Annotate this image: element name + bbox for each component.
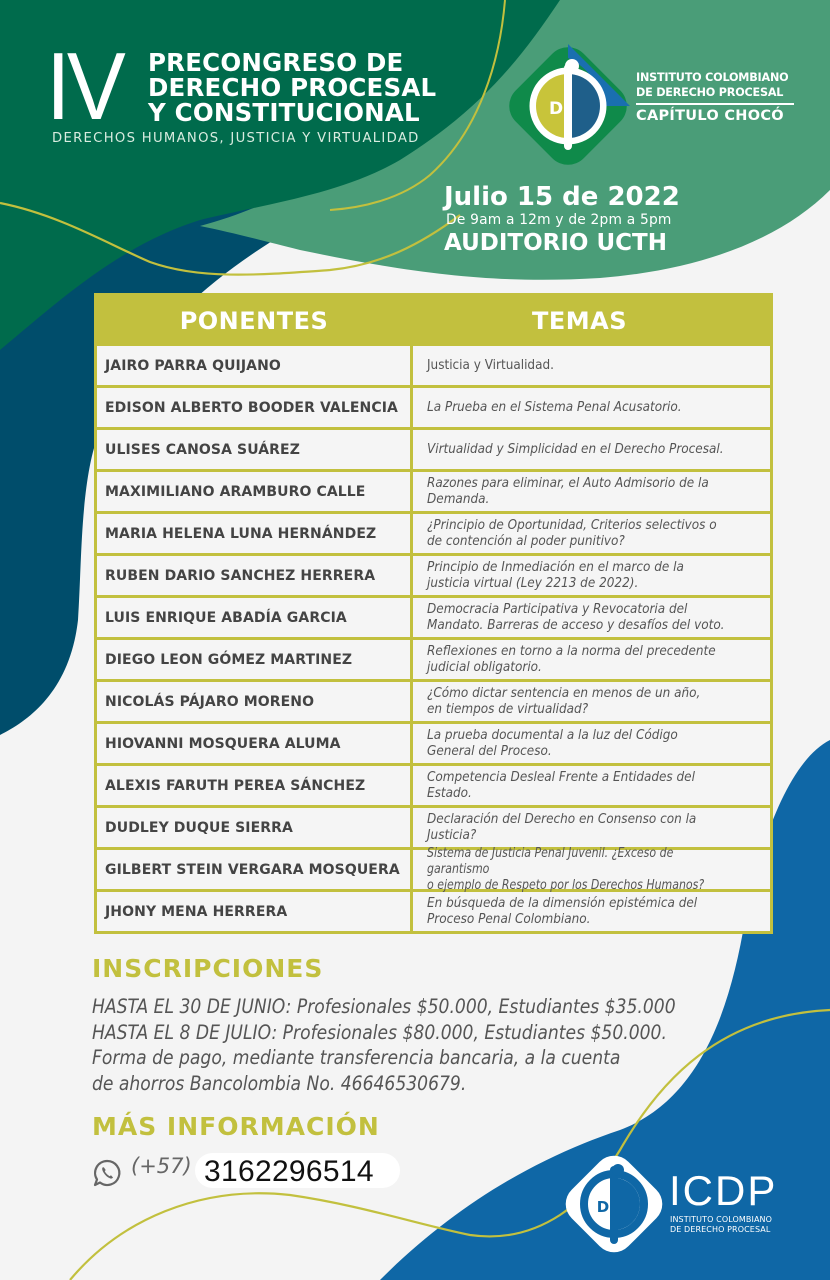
talk-topic [413, 892, 770, 931]
svg-text:D: D [548, 99, 564, 119]
talk-topic-text: Razones para eliminar, el Auto Admisorio de la Demanda. [427, 475, 709, 507]
whatsapp-icon[interactable] [92, 1158, 122, 1188]
talk-topic-text: Virtualidad y Simplicidad en el Derecho Procesal. [427, 441, 724, 457]
talk-topic-text: Principio de Inmediación en el marco de la justicia virtual (Ley 2213 de 2022). [427, 559, 684, 591]
talk-topic-text: La prueba documental a la luz del Código General del Proceso. [427, 727, 678, 759]
organization-name [636, 70, 794, 124]
icdp-acronym: ICDP [669, 1167, 778, 1214]
speaker-name: DUDLEY DUQUE SIERRA [97, 808, 410, 847]
table-row [97, 430, 770, 469]
icdp-chapter-logo-icon [506, 44, 630, 168]
table-body [97, 346, 770, 931]
talk-topic [413, 388, 770, 427]
talk-topic-text: En búsqueda de la dimensión epistémica del Proceso Penal Colombiano. [427, 895, 698, 927]
event-title [148, 50, 436, 125]
registration-line: HASTA EL 8 DE JULIO: Profesionales $80.000, Estudiantes $50.000. [92, 1020, 667, 1044]
talk-topic-text: Justicia y Virtualidad. [427, 357, 554, 373]
speaker-name: MAXIMILIANO ARAMBURO CALLE [97, 472, 410, 511]
talk-topic [413, 514, 770, 553]
edition-numeral: IV [46, 33, 123, 140]
talk-topic [413, 845, 770, 893]
table-row [97, 892, 770, 931]
event-venue: AUDITORIO UCTH [444, 230, 667, 256]
org-name-line1: INSTITUTO COLOMBIANO [636, 71, 789, 84]
speaker-name: HIOVANNI MOSQUERA ALUMA [97, 724, 410, 763]
speakers-table [94, 293, 773, 934]
talk-topic [413, 472, 770, 511]
table-row [97, 640, 770, 679]
table-row [97, 845, 770, 893]
title-line: Y CONSTITUCIONAL [148, 98, 420, 127]
talk-topic-text: La Prueba en el Sistema Penal Acusatorio. [427, 399, 682, 415]
icdp-footer-logo-icon [560, 1150, 668, 1258]
speaker-name: ALEXIS FARUTH PEREA SÁNCHEZ [97, 766, 410, 805]
table-row [97, 724, 770, 763]
country-code: (+57) [131, 1154, 192, 1178]
icdp-sub-line2: DE DERECHO PROCESAL [670, 1225, 771, 1234]
talk-topic [413, 808, 770, 847]
speaker-name: MARIA HELENA LUNA HERNÁNDEZ [97, 514, 410, 553]
talk-topic [413, 682, 770, 721]
title-line: DERECHO PROCESAL [148, 73, 437, 102]
talk-topic [413, 640, 770, 679]
table-row [97, 766, 770, 805]
speaker-name: RUBEN DARIO SANCHEZ HERRERA [97, 556, 410, 595]
talk-topic-text: Sistema de Justicia Penal Juvenil. ¿Exceso de garantismo o ejemplo de Respeto por los Derechos Humanos? [427, 845, 705, 893]
table-row [97, 472, 770, 511]
speaker-name: JHONY MENA HERRERA [97, 892, 410, 931]
contact-heading: MÁS INFORMACIÓN [92, 1112, 380, 1141]
event-hours: De 9am a 12m y de 2pm a 5pm [446, 212, 672, 228]
talk-topic [413, 766, 770, 805]
registration-line: HASTA EL 30 DE JUNIO: Profesionales $50.000, Estudiantes $35.000 [92, 995, 676, 1018]
icdp-sub-line1: INSTITUTO COLOMBIANO [670, 1215, 772, 1224]
org-name-line2: DE DERECHO PROCESAL [636, 86, 784, 99]
title-line: PRECONGRESO DE [148, 48, 404, 77]
talk-topic-text: Declaración del Derecho en Consenso con la Justicia? [427, 811, 697, 843]
column-header-temas: TEMAS [531, 307, 627, 335]
speaker-name: DIEGO LEON GÓMEZ MARTINEZ [97, 640, 410, 679]
speaker-name: EDISON ALBERTO BOODER VALENCIA [97, 388, 410, 427]
event-date: Julio 15 de 2022 [444, 182, 680, 212]
table-row [97, 682, 770, 721]
speaker-name: JAIRO PARRA QUIJANO [97, 346, 410, 385]
talk-topic [413, 430, 770, 469]
event-subtitle: DERECHOS HUMANOS, JUSTICIA Y VIRTUALIDAD [52, 131, 420, 146]
registration-line: Forma de pago, mediante transferencia bancaria, a la cuenta [92, 1046, 621, 1069]
talk-topic-text: ¿Principio de Oportunidad, Criterios selectivos o de contención al poder punitivo? [427, 517, 717, 549]
org-divider [636, 103, 794, 105]
talk-topic [413, 598, 770, 637]
table-row [97, 346, 770, 385]
talk-topic-text: Democracia Participativa y Revocatoria del Mandato. Barreras de acceso y desafíos del voto. [427, 601, 725, 633]
table-row [97, 556, 770, 595]
table-row [97, 598, 770, 637]
column-header-ponentes: PONENTES [179, 307, 329, 335]
talk-topic-text: Competencia Desleal Frente a Entidades del Estado. [427, 769, 695, 801]
svg-text:D: D [596, 1198, 610, 1216]
talk-topic-text: Reflexiones en torno a la norma del precedente judicial obligatorio. [427, 643, 716, 675]
registration-details [92, 994, 755, 1096]
table-row [97, 514, 770, 553]
registration-heading: INSCRIPCIONES [92, 954, 324, 983]
talk-topic [413, 346, 770, 385]
speaker-name: NICOLÁS PÁJARO MORENO [97, 682, 410, 721]
talk-topic [413, 724, 770, 763]
phone-number[interactable]: 3162296514 [204, 1155, 374, 1188]
speaker-name: LUIS ENRIQUE ABADÍA GARCIA [97, 598, 410, 637]
talk-topic-text: ¿Cómo dictar sentencia en menos de un año, en tiempos de virtualidad? [427, 685, 701, 717]
table-row [97, 808, 770, 847]
speaker-name: ULISES CANOSA SUÁREZ [97, 430, 410, 469]
speaker-name: GILBERT STEIN VERGARA MOSQUERA [97, 850, 410, 889]
org-chapter: CAPÍTULO CHOCÓ [636, 107, 784, 124]
table-row [97, 388, 770, 427]
registration-line: de ahorros Bancolombia No. 46646530679. [92, 1071, 467, 1095]
talk-topic [413, 556, 770, 595]
icdp-full-name [670, 1215, 772, 1235]
table-header [97, 296, 770, 346]
